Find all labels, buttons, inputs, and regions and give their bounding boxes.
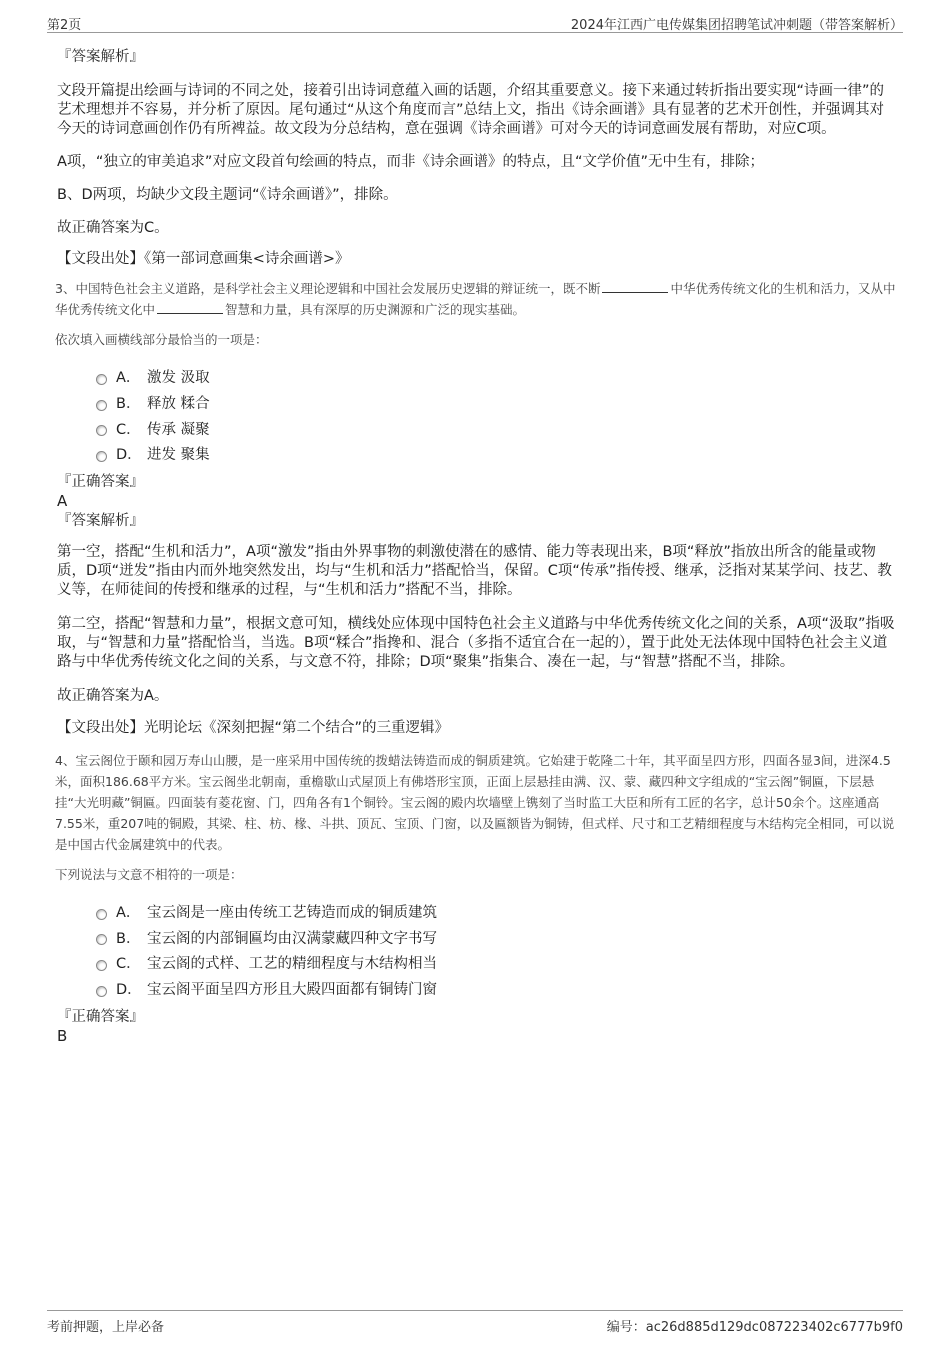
correct-answer: B	[57, 1026, 68, 1045]
option-list	[57, 364, 897, 467]
analysis-paragraph: 文段开篇提出绘画与诗词的不同之处，接着引出诗词意蕴入画的话题，介绍其重要意义。接下来通过转折指出要实现“诗画一律”的艺术理想并不容易，并分析了原因。尾句通过“从这个角度而言”总结上文，指出《诗余画谱》具有显著的艺术开创性，并强调其对今天的诗词意画创作仍有所裨益。故文段为分总结构，意在强调《诗余画谱》可对今天的诗词意画发展有帮助，对应C项。	[57, 83, 885, 137]
analysis-label: 『答案解析』	[57, 512, 144, 529]
analysis-paragraph: A项，“独立的审美追求”对应文段首句绘画的特点，而非《诗余画谱》的特点，且“文学价值”无中生有，排除；	[57, 154, 764, 170]
option-b[interactable]: B． 宝云阁的内部铜匾均由汉满蒙藏四种文字书写	[57, 924, 897, 950]
question-stem	[55, 278, 897, 320]
radio-icon[interactable]	[96, 400, 107, 411]
correct-answer: A	[57, 491, 68, 510]
analysis-paragraph: B、D两项，均缺少文段主题词“《诗余画谱》”，排除。	[57, 187, 398, 203]
fill-blank-2	[157, 301, 223, 314]
analysis-paragraph: 第二空，搭配“智慧和力量”，根据文意可知，横线处应体现中国特色社会主义道路与中华优秀传统文化之间的关系，A项“汲取”指吸取，与“智慧和力量”搭配恰当，当选。B项“糅合”指搀和、混合（多指不适宜合在一起的），置于此处无法体现中国特色社会主义道路与中华优秀传统文化之间的关系，与文意不符，排除；D项“聚集”指集合、凑在一起，与“智慧”搭配不当，排除。	[57, 615, 895, 670]
radio-icon[interactable]	[96, 425, 107, 436]
passage-source: 【文段出处】光明论坛《深刻把握“第二个结合”的三重逻辑》	[57, 719, 450, 736]
option-a[interactable]: A． 激发 汲取	[57, 364, 897, 390]
question-prompt: 下列说法与文意不相符的一项是：	[55, 866, 243, 882]
footer-slogan: 考前押题，上岸必备	[47, 1320, 165, 1335]
radio-icon[interactable]	[96, 909, 107, 920]
stem-part: 智慧和力量，具有深厚的历史渊源和广泛的现实基础。	[225, 302, 526, 317]
page-number: 第2页	[47, 18, 82, 33]
analysis-paragraph: 第一空，搭配“生机和活力”，A项“激发”指由外界事物的刺激使潜在的感情、能力等表现出来，B项“释放”指放出所含的能量或物质，D项“迸发”指由内而外地突然发出，均与“生机和活力”搭配恰当，保留。C项“传承”指传授、继承，泛指对某某学问、技艺、教义等，在师徒间的传授和继承的过程，与“生机和活力”搭配不当，排除。	[57, 543, 892, 598]
stem-part: 3、中国特色社会主义道路，是科学社会主义理论逻辑和中国社会发展历史逻辑的辩证统一，既不断	[55, 281, 601, 296]
analysis-conclusion: 故正确答案为C。	[57, 220, 169, 236]
document-code: 编号：ac26d885d129dc087223402c6777b9f0	[606, 1320, 903, 1335]
radio-icon[interactable]	[96, 451, 107, 462]
radio-icon[interactable]	[96, 934, 107, 945]
option-b[interactable]: B． 释放 糅合	[57, 390, 897, 416]
option-c[interactable]: C． 宝云阁的式样、工艺的精细程度与木结构相当	[57, 950, 897, 976]
radio-icon[interactable]	[96, 960, 107, 971]
radio-icon[interactable]	[96, 374, 107, 385]
option-a[interactable]: A． 宝云阁是一座由传统工艺铸造而成的铜质建筑	[57, 899, 897, 925]
document-body	[57, 46, 897, 1045]
analysis-conclusion: 故正确答案为A。	[57, 687, 169, 704]
passage-source: 【文段出处】《第一部词意画集<诗余画谱>》	[57, 251, 350, 267]
correct-answer-label: 『正确答案』	[57, 473, 144, 490]
page-footer	[47, 1310, 903, 1335]
question-prompt: 依次填入画横线部分最恰当的一项是：	[55, 332, 268, 347]
document-title: 2024年江西广电传媒集团招聘笔试冲刺题（带答案解析）	[570, 18, 903, 33]
option-d[interactable]: D． 进发 聚集	[57, 441, 897, 467]
analysis-label: 『答案解析』	[57, 49, 144, 65]
page-header	[47, 12, 903, 33]
option-list	[57, 899, 897, 1002]
fill-blank-1	[602, 280, 668, 293]
stem-part: 中华优秀传统文化的生机和活力，又从中华优秀传统文化中	[55, 281, 896, 317]
correct-answer-label: 『正确答案』	[57, 1008, 144, 1025]
question-stem: 4、宝云阁位于颐和园万寿山山腰，是一座采用中国传统的拨蜡法铸造而成的铜质建筑。它始建于乾隆二十年，其平面呈四方形，四面各显3间，进深4.5米，面积186.68平方米。宝云阁坐北朝南，重檐歇山式屋顶上有佛塔形宝顶，正面上层悬挂由满、汉、蒙、藏四种文字组成的“宝云阁”铜匾，下层悬挂“大光明藏”铜匾。四面装有菱花窗、门，四角各有1个铜铃。宝云阁的殿内坎墙壁上镌刻了当时监工大臣和所有工匠的名字，总计50余个。这座通高7.55米，重207吨的铜殿，其梁、柱、枋、椽、斗拱、顶瓦、宝顶、门窗，以及匾额皆为铜铸，但式样、尺寸和工艺精细程度与木结构完全相同，可以说是中国古代金属建筑中的代表。	[55, 752, 895, 852]
radio-icon[interactable]	[96, 986, 107, 997]
option-d[interactable]: D． 宝云阁平面呈四方形且大殿四面都有铜铸门窗	[57, 976, 897, 1002]
option-c[interactable]: C． 传承 凝聚	[57, 415, 897, 441]
